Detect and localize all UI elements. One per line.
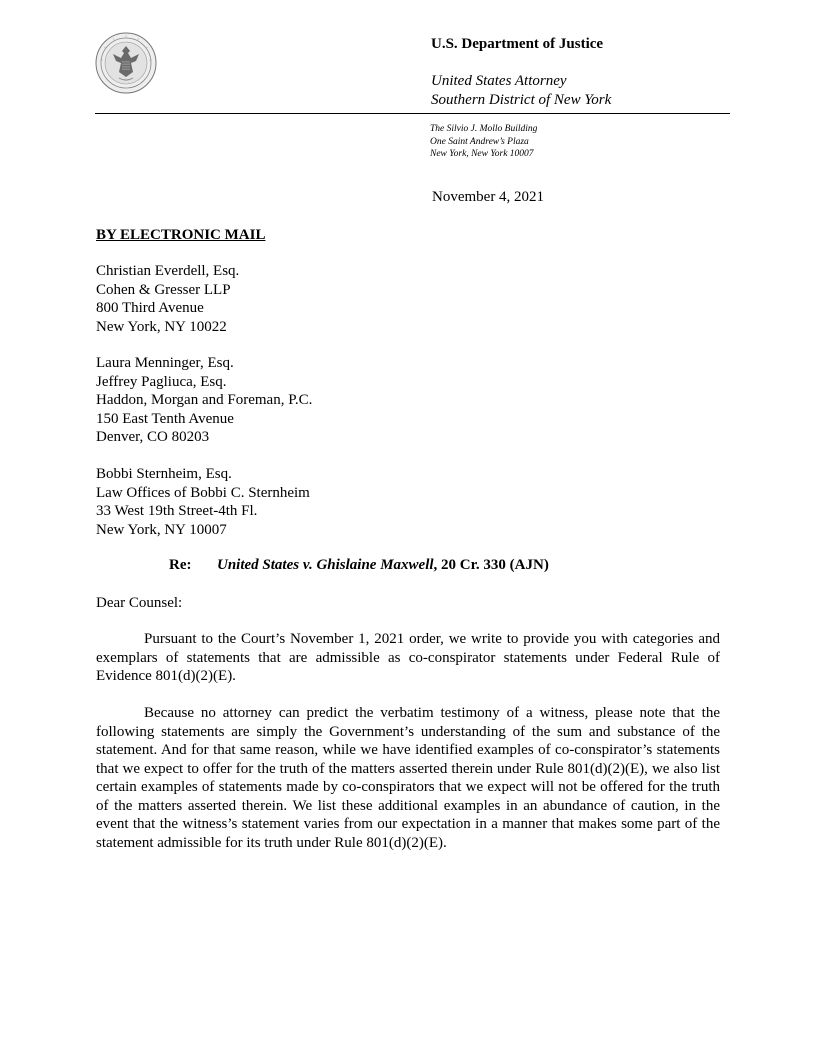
address-line: New York, New York 10007	[430, 149, 534, 159]
office-address	[430, 123, 537, 161]
address-line: One Saint Andrew’s Plaza	[430, 136, 529, 147]
salutation: Dear Counsel:	[96, 595, 183, 611]
recipient-line: 33 West 19th Street-4th Fl.	[96, 503, 258, 519]
re-label: Re:	[169, 557, 192, 573]
recipient-line: New York, NY 10022	[96, 318, 227, 335]
recipient-block	[96, 262, 239, 336]
delivery-method: BY ELECTRONIC MAIL	[96, 227, 266, 243]
re-subject	[217, 557, 549, 574]
recipient-line: Laura Menninger, Esq.	[96, 355, 234, 371]
office-title: United States Attorney	[431, 73, 567, 89]
case-number: , 20 Cr. 330 (AJN)	[433, 557, 549, 573]
letter-date: November 4, 2021	[432, 189, 545, 205]
recipient-line: Jeffrey Pagliuca, Esq.	[96, 373, 227, 390]
recipient-line: Denver, CO 80203	[96, 429, 210, 445]
department-name: U.S. Department of Justice	[431, 36, 604, 52]
body-paragraph: Pursuant to the Court’s November 1, 2021 order, we write to provide you with categories and exemplars of statements that are admissible as co-conspirator statements under Federal Rule of Evidence 801(d)(2)(E).	[96, 631, 720, 684]
case-name: United States v. Ghislaine Maxwell	[217, 557, 434, 573]
recipient-block	[96, 354, 312, 447]
recipient-line: Christian Everdell, Esq.	[96, 263, 240, 279]
doj-seal-icon	[95, 32, 157, 94]
letterhead-divider	[95, 113, 730, 114]
recipient-line: Bobbi Sternheim, Esq.	[96, 466, 232, 482]
office-district: Southern District of New York	[431, 92, 612, 108]
body-paragraph: Because no attorney can predict the verbatim testimony of a witness, please note that the following statements are simply the Government’s understanding of the sum and substance of the statement. And for that same reason, while we have identified examples of co-conspirator’s statements that we expect to offer for the truth of the matters asserted therein under Rule 801(d)(2)(E), we also list certain examples of statements made by co-conspirators that we expect will not be offered for the truth of the matters asserted therein. We list these additional examples in an abundance of caution, in the event that the witness’s statement varies from our expectation in a manner that makes some part of the statement admissible for its truth under Rule 801(d)(2)(E).	[96, 705, 720, 851]
recipient-line: 150 East Tenth Avenue	[96, 410, 234, 427]
recipient-line: Law Offices of Bobbi C. Sternheim	[96, 484, 310, 501]
recipient-line: 800 Third Avenue	[96, 300, 204, 316]
recipient-line: New York, NY 10007	[96, 521, 227, 538]
address-line: The Silvio J. Mollo Building	[430, 124, 538, 134]
recipient-line: Cohen & Gresser LLP	[96, 281, 231, 298]
recipient-block	[96, 465, 310, 539]
recipient-line: Haddon, Morgan and Foreman, P.C.	[96, 392, 313, 408]
